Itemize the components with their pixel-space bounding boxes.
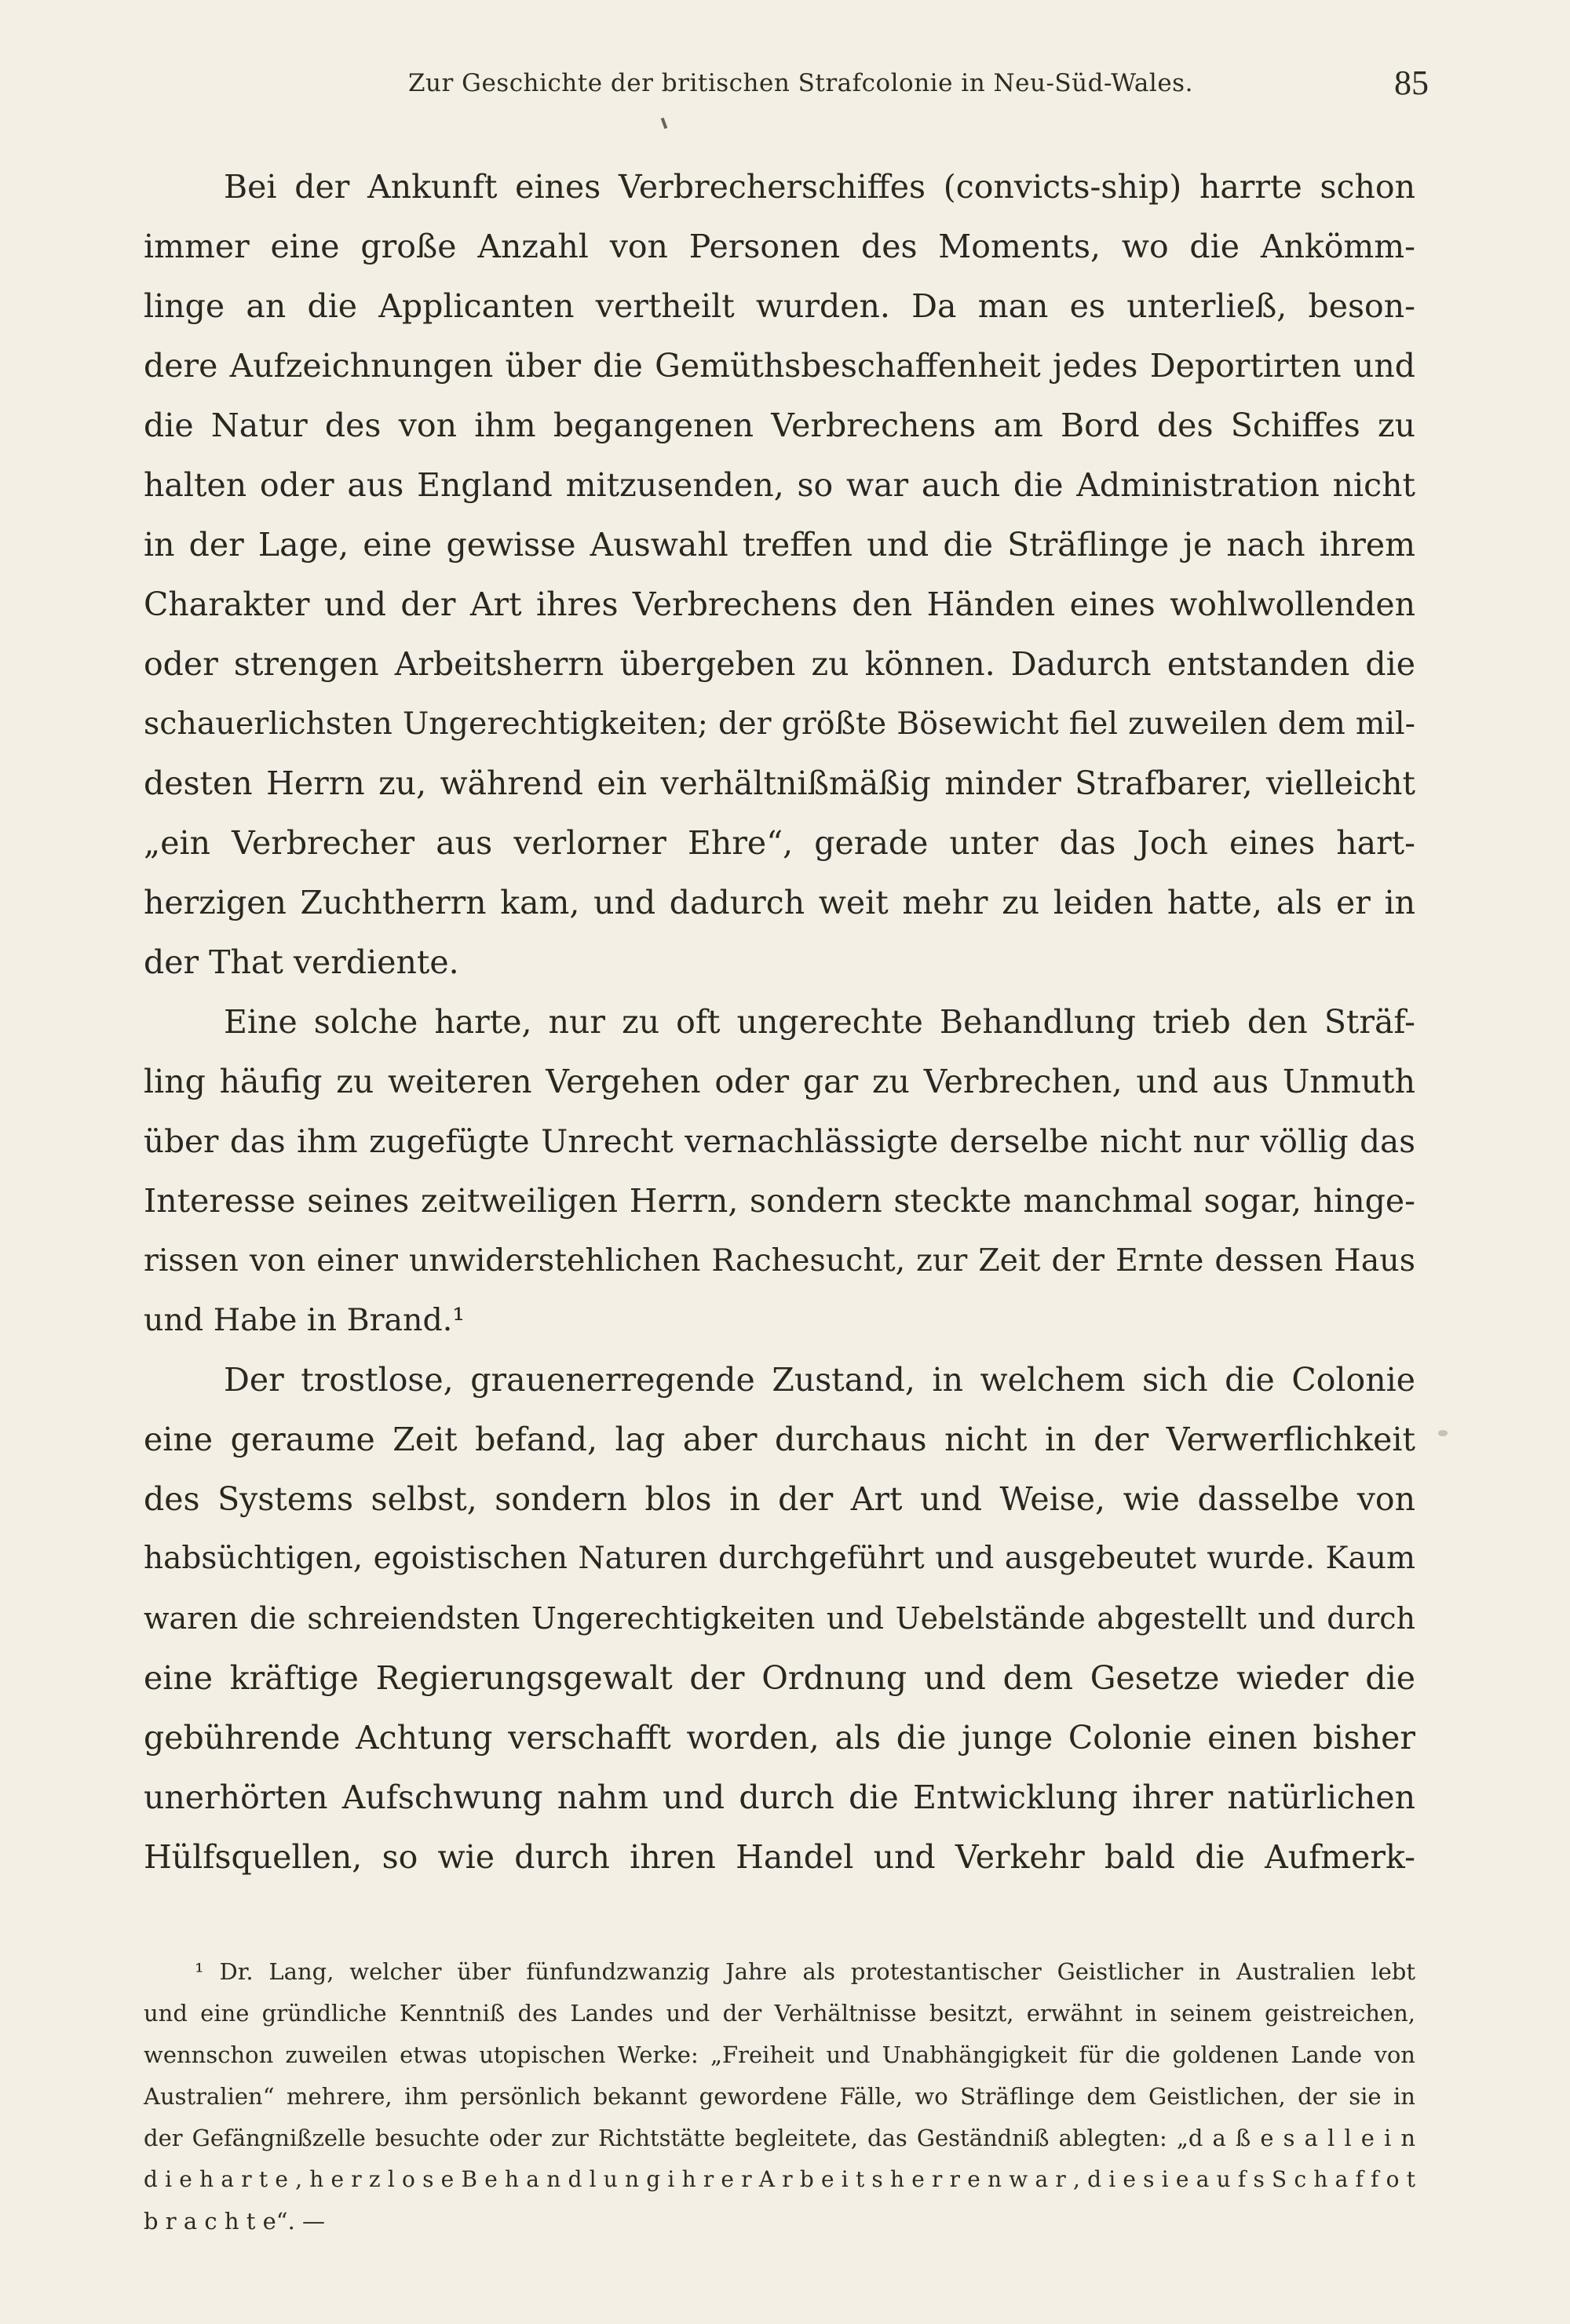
- text-line: linge an die Applicanten vertheilt wurden. Da man es unterließ, beson-: [144, 287, 1415, 325]
- text-line: ling häufig zu weiteren Vergehen oder gar zu Verbrechen, und aus Unmuth: [144, 1063, 1415, 1100]
- footnote-line: und eine gründliche Kenntniß des Landes und der Verhältnisse besitzt, erwähnt in seinem geistreichen,: [144, 2000, 1415, 2027]
- text-line: eine geraume Zeit befand, lag aber durchaus nicht in der Verwerflichkeit: [144, 1421, 1415, 1458]
- footnote-line: ¹ Dr. Lang, welcher über fünfundzwanzig Jahre als protestantischer Geistlicher in Australien lebt: [195, 1958, 1415, 1985]
- text-line: Eine solche harte, nur zu oft ungerechte Behandlung trieb den Sträf-: [224, 1003, 1415, 1041]
- text-line: gebührende Achtung verschafft worden, als die junge Colonie einen bisher: [144, 1719, 1415, 1757]
- text-line: halten oder aus England mitzusenden, so war auch die Administration nicht: [144, 466, 1415, 504]
- footnote-line: b r a c h t e“. —: [144, 2208, 326, 2235]
- text-line: habsüchtigen, egoistischen Naturen durchgeführt und ausgebeutet wurde. Kaum: [144, 1541, 1415, 1576]
- text-line: der That verdiente.: [144, 943, 459, 981]
- text-line: Hülfsquellen, so wie durch ihren Handel und Verkehr bald die Aufmerk-: [144, 1838, 1415, 1876]
- text-line: Interesse seines zeitweiligen Herrn, sondern steckte manchmal sogar, hinge-: [144, 1182, 1415, 1220]
- page-number: 85: [1394, 64, 1429, 102]
- text-line: immer eine große Anzahl von Personen des Moments, wo die Ankömm-: [144, 228, 1415, 265]
- margin-speck: [1438, 1430, 1448, 1436]
- text-line: unerhörten Aufschwung nahm und durch die Entwicklung ihrer natürlichen: [144, 1779, 1415, 1816]
- text-line: herzigen Zuchtherrn kam, und dadurch weit mehr zu leiden hatte, als er in: [144, 884, 1415, 921]
- text-line: in der Lage, eine gewisse Auswahl treffen und die Sträflinge je nach ihrem: [144, 526, 1415, 564]
- text-line: Der trostlose, grauenerregende Zustand, in welchem sich die Colonie: [224, 1361, 1415, 1399]
- text-line: dere Aufzeichnungen über die Gemüthsbeschaffenheit jedes Deportirten und: [144, 347, 1415, 385]
- text-line: desten Herrn zu, während ein verhältnißmäßig minder Strafbarer, vielleicht: [144, 764, 1415, 802]
- footnote-line: d i e h a r t e , h e r z l o s e B e h a n d l u n g i h r e r A r b e i t s h e r r e n w a r , d i e s i e a u f s S c h a f f o t: [144, 2166, 1415, 2192]
- text-line: rissen von einer unwiderstehlichen Rachesucht, zur Zeit der Ernte dessen Haus: [144, 1242, 1415, 1279]
- text-line: waren die schreiendsten Ungerechtigkeiten und Uebelstände abgestellt und durch: [144, 1601, 1415, 1636]
- text-line: oder strengen Arbeitsherrn übergeben zu können. Dadurch entstanden die: [144, 645, 1415, 683]
- text-line: und Habe in Brand.¹: [144, 1302, 466, 1338]
- text-line: eine kräftige Regierungsgewalt der Ordnung und dem Gesetze wieder die: [144, 1659, 1415, 1697]
- footnote-line: Australien“ mehrere, ihm persönlich bekannt gewordene Fälle, wo Sträflinge dem Geistlichen, der sie in: [144, 2083, 1415, 2110]
- text-line: die Natur des von ihm begangenen Verbrechens am Bord des Schiffes zu: [144, 407, 1415, 444]
- text-line: „ein Verbrecher aus verlorner Ehre“, gerade unter das Joch eines hart-: [144, 824, 1415, 862]
- text-line: Bei der Ankunft eines Verbrecherschiffes (convicts-ship) harrte schon: [224, 168, 1415, 206]
- running-title: Zur Geschichte der britischen Strafcolonie in Neu-Süd-Wales.: [408, 69, 1193, 97]
- text-line: Charakter und der Art ihres Verbrechens den Händen eines wohlwollenden: [144, 586, 1415, 623]
- text-line: über das ihm zugefügte Unrecht vernachlässigte derselbe nicht nur völlig das: [144, 1122, 1415, 1160]
- footnote-line: der Gefängnißzelle besuchte oder zur Richtstätte begleitete, das Geständniß ablegten: „d a ß e s a l l e i n: [144, 2125, 1415, 2151]
- footnote-line: wennschon zuweilen etwas utopischen Werke: „Freiheit und Unabhängigkeit für die goldenen Lande von: [144, 2041, 1415, 2068]
- text-line: schauerlichsten Ungerechtigkeiten; der größte Bösewicht fiel zuweilen dem mil-: [144, 706, 1415, 742]
- text-line: des Systems selbst, sondern blos in der Art und Weise, wie dasselbe von: [144, 1480, 1415, 1518]
- ink-mark: [661, 118, 668, 130]
